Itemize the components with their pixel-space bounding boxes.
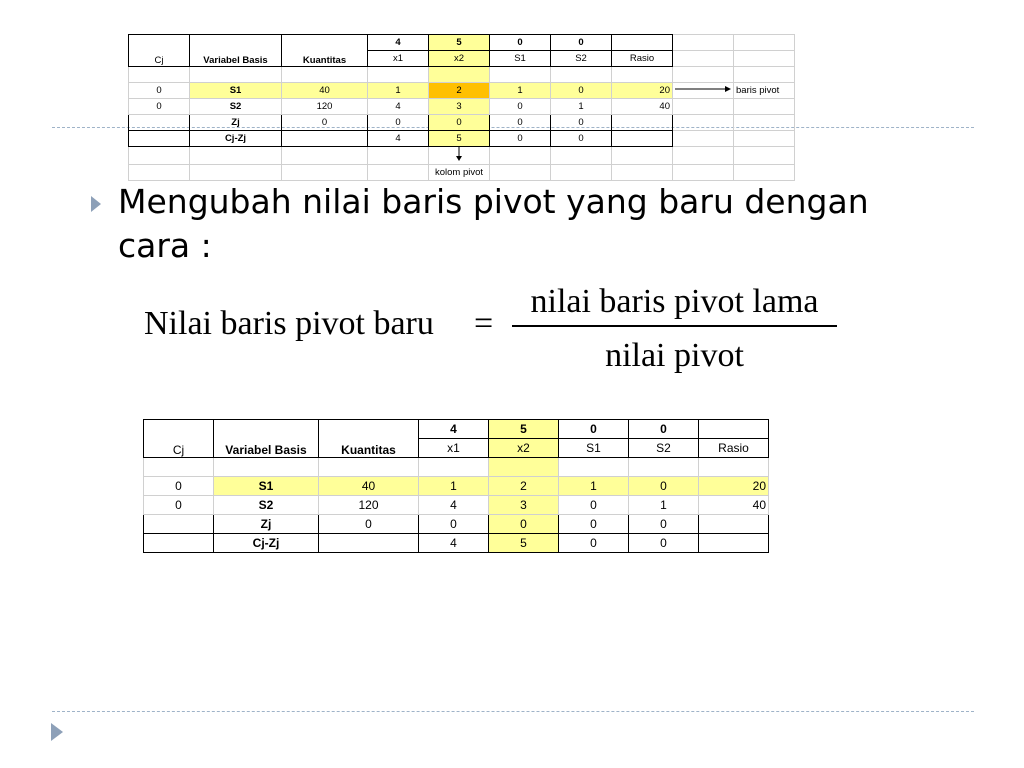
header-cj: Cj [129,35,190,67]
cell-s1: 0 [559,496,629,515]
table-row [144,496,769,515]
cell-cj [129,131,190,147]
formula-numerator: nilai baris pivot lama [530,283,819,320]
cell-ratio: 20 [612,83,673,99]
cell-cj: 0 [129,83,190,99]
cell-x2: 5 [429,131,490,147]
obj-s2: 0 [629,420,699,439]
pivot-row-arrow-cell [673,83,734,99]
cell-s2: 0 [629,477,699,496]
table-row [129,99,795,115]
formula-equals: = [474,305,494,342]
blank-cell [673,51,734,67]
cell-basis: Zj [214,515,319,534]
header-basis: Variabel Basis [190,35,282,67]
cell-basis: Cj-Zj [214,534,319,553]
formula-lhs: Nilai baris pivot baru [144,305,434,342]
simplex-table-copy [143,419,769,553]
cell-x1: 4 [419,534,489,553]
cell-cj [129,115,190,131]
arrow-down-icon [455,147,463,161]
cell-quantity [282,131,368,147]
cell-s2: 0 [551,115,612,131]
header-quantity: Kuantitas [282,35,368,67]
objective-row [129,35,795,51]
blank-cell [734,35,795,51]
header-s1: S1 [490,51,551,67]
cell-x1: 0 [368,115,429,131]
pivot-col-label: kolom pivot [429,165,490,181]
cell-ratio [612,131,673,147]
blank-cell [629,458,699,477]
cell-quantity: 0 [282,115,368,131]
cell-cj: 0 [144,496,214,515]
header-ratio: Rasio [612,51,673,67]
cell-x2: 3 [429,99,490,115]
pivot-row-label: baris pivot [734,83,795,99]
obj-s1: 0 [559,420,629,439]
cell-quantity: 0 [319,515,419,534]
cell-x2: 0 [429,115,490,131]
cell-basis: S2 [190,99,282,115]
blank-cell [129,165,190,181]
next-slide-icon[interactable] [50,722,64,742]
cell-s2: 0 [629,515,699,534]
spacer-row [129,147,795,165]
cell-x1: 0 [419,515,489,534]
cell-s2: 0 [551,131,612,147]
table-row [144,515,769,534]
blank-cell [319,458,419,477]
header-x2: x2 [429,51,490,67]
bullet-text: Mengubah nilai baris pivot yang baru dengan cara : [118,182,869,265]
blank-cell [734,51,795,67]
cell-s1: 1 [490,83,551,99]
blank-cell [282,67,368,83]
cell-basis: S1 [190,83,282,99]
blank-cell [551,147,612,165]
header-x1: x1 [368,51,429,67]
blank-cell [673,147,734,165]
blank-cell [559,458,629,477]
cell-x2: 3 [489,496,559,515]
header-cj: Cj [144,420,214,458]
blank-cell [734,115,795,131]
cell-x1: 4 [368,131,429,147]
obj-x1: 4 [419,420,489,439]
cell-x2: 5 [489,534,559,553]
blank-cell [673,67,734,83]
cell-s2: 0 [629,534,699,553]
cell-s1: 0 [490,115,551,131]
blank-cell [734,147,795,165]
blank-cell [429,67,490,83]
bullet-arrow-icon [90,196,102,212]
header-s2: S2 [551,51,612,67]
objective-row [144,420,769,439]
blank-cell [419,458,489,477]
formula-denominator: nilai pivot [605,337,744,374]
bottom-separator [52,711,974,712]
spacer-row [144,458,769,477]
cell-basis: S1 [214,477,319,496]
cell-x1: 4 [419,496,489,515]
cell-s2: 1 [551,99,612,115]
blank-cell [129,67,190,83]
header-x2: x2 [489,439,559,458]
cell-x1: 1 [368,83,429,99]
pivot-cell: 2 [429,83,490,99]
cell-cj: 0 [144,477,214,496]
blank-cell [190,165,282,181]
fraction-bar [512,325,837,327]
cell-quantity [319,534,419,553]
cell-s1: 0 [559,515,629,534]
cell-s1: 0 [559,534,629,553]
blank-cell [734,67,795,83]
blank-cell [368,67,429,83]
obj-blank [612,35,673,51]
blank-cell [734,131,795,147]
blank-cell [612,147,673,165]
blank-cell [612,67,673,83]
blank-cell [490,147,551,165]
cell-s1: 0 [490,131,551,147]
cell-ratio: 20 [699,477,769,496]
cell-s2: 0 [551,83,612,99]
table-row [144,477,769,496]
cell-s1: 0 [490,99,551,115]
blank-cell [673,35,734,51]
blank-cell [699,458,769,477]
header-s2: S2 [629,439,699,458]
blank-cell [551,67,612,83]
simplex-table-initial [128,34,795,181]
cell-quantity: 40 [282,83,368,99]
cell-quantity: 120 [282,99,368,115]
obj-s2: 0 [551,35,612,51]
blank-cell [673,165,734,181]
cell-quantity: 40 [319,477,419,496]
cell-s1: 1 [559,477,629,496]
blank-cell [190,67,282,83]
cell-ratio: 40 [699,496,769,515]
cell-basis: Zj [190,115,282,131]
blank-cell [734,165,795,181]
cell-quantity: 120 [319,496,419,515]
blank-cell [190,147,282,165]
cell-basis: S2 [214,496,319,515]
header-ratio: Rasio [699,439,769,458]
cell-s2: 1 [629,496,699,515]
cell-ratio [699,534,769,553]
blank-cell [490,165,551,181]
blank-cell [368,165,429,181]
blank-cell [144,458,214,477]
cell-x1: 1 [419,477,489,496]
blank-cell [368,147,429,165]
obj-s1: 0 [490,35,551,51]
blank-cell [673,115,734,131]
pivot-col-arrow-cell [429,147,490,165]
cell-ratio [612,115,673,131]
cell-ratio: 40 [612,99,673,115]
blank-cell [490,67,551,83]
header-s1: S1 [559,439,629,458]
obj-x1: 4 [368,35,429,51]
header-x1: x1 [419,439,489,458]
blank-cell [214,458,319,477]
cell-x1: 4 [368,99,429,115]
blank-cell [551,165,612,181]
arrow-right-icon [675,85,731,93]
table-row [129,131,795,147]
table-row [129,115,795,131]
obj-x2: 5 [429,35,490,51]
cell-cj: 0 [129,99,190,115]
blank-cell [282,165,368,181]
blank-cell [673,99,734,115]
obj-x2: 5 [489,420,559,439]
blank-cell [734,99,795,115]
blank-cell [489,458,559,477]
cell-basis: Cj-Zj [190,131,282,147]
blank-cell [282,147,368,165]
spacer-row [129,165,795,181]
blank-cell [129,147,190,165]
cell-x2: 2 [489,477,559,496]
header-basis: Variabel Basis [214,420,319,458]
cell-x2: 0 [489,515,559,534]
cell-ratio [699,515,769,534]
table-row [144,534,769,553]
header-quantity: Kuantitas [319,420,419,458]
spacer-row [129,67,795,83]
blank-cell [673,131,734,147]
cell-cj [144,534,214,553]
table-row [129,83,795,99]
obj-blank [699,420,769,439]
cell-cj [144,515,214,534]
blank-cell [612,165,673,181]
